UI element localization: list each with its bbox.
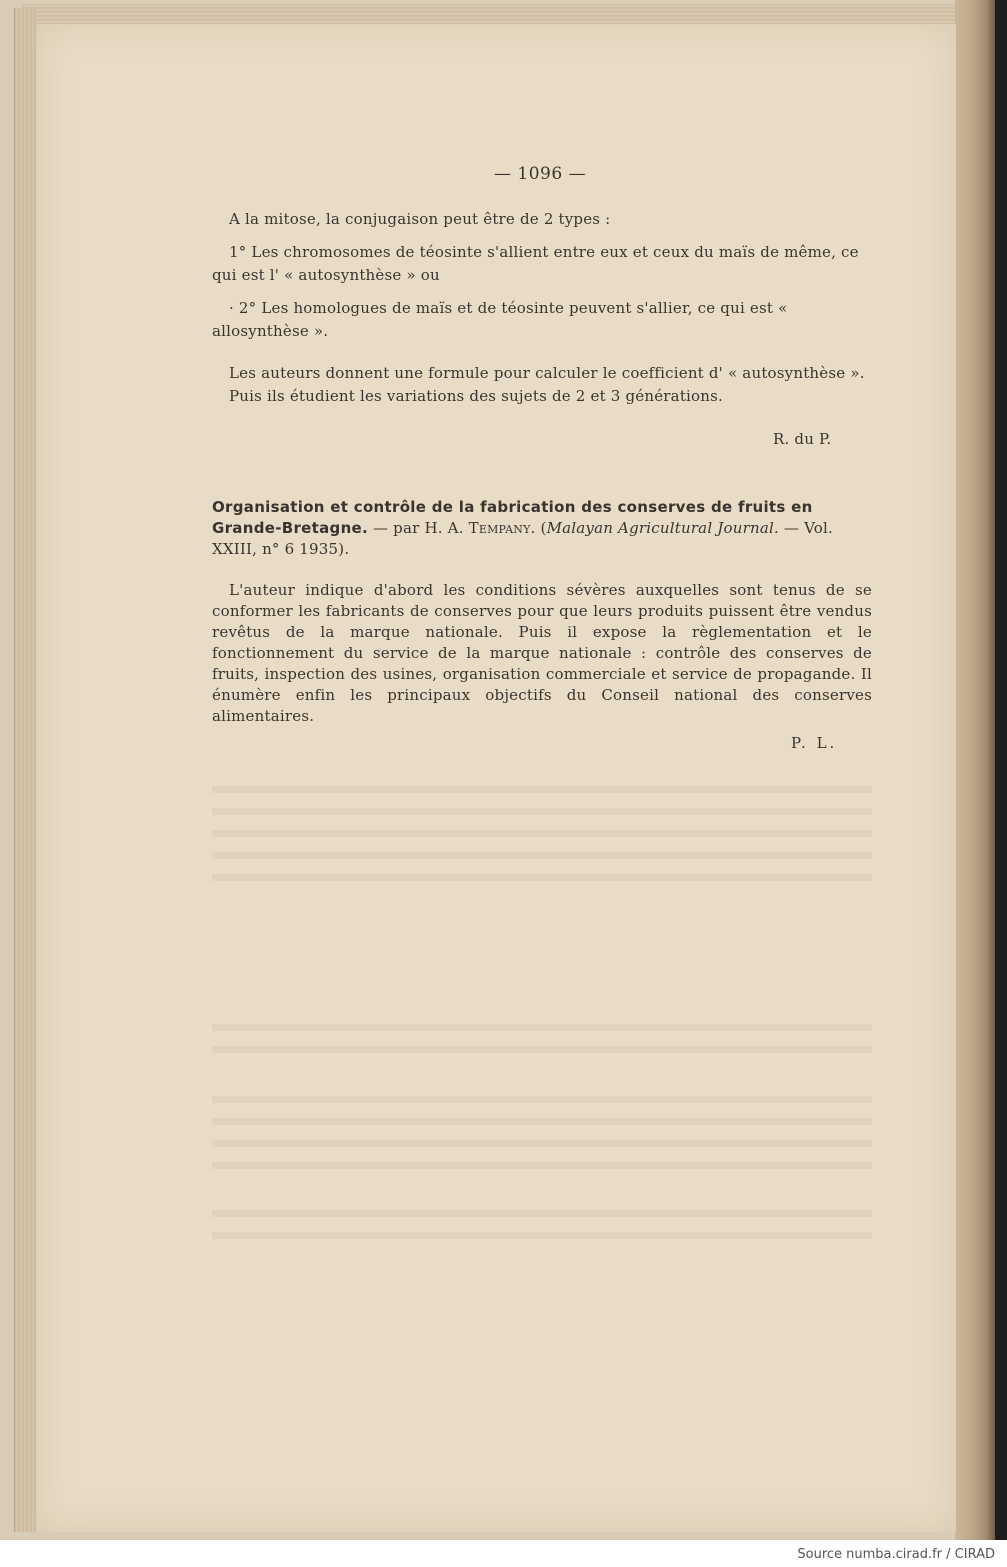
show-through-line bbox=[212, 1162, 872, 1169]
article-heading bbox=[212, 497, 872, 560]
page-stack-left-edge bbox=[14, 8, 37, 1532]
article-journal-open: ( bbox=[535, 519, 547, 537]
article-body: L'auteur indique d'abord les conditions sévères auxquelles sont tenus de se conformer les fabricants de conserves pour que leurs produits puissent être vendus revêtus de la marque nationale. Puis il expose la règlementation et le fonctionnement du service de la marque nationale : contrôle des conserves de fruits, inspection des usines, organisation commerciale et service de propagande. Il énumère enfin les principaux objectifs du Conseil national des conserves alimentaires. bbox=[212, 581, 872, 725]
paragraph-autosynthese: 1° Les chromosomes de téosinte s'allient entre eux et ceux du maïs de même, ce qui est l' « autosynthèse » ou bbox=[212, 243, 859, 284]
show-through-line bbox=[212, 1046, 872, 1053]
paragraph-formule bbox=[229, 362, 889, 408]
show-through-line bbox=[212, 852, 872, 859]
show-through-line bbox=[212, 1210, 872, 1217]
signature-p-l: P. L. bbox=[791, 734, 838, 752]
paragraph-formule-line-1: Les auteurs donnent une formule pour calculer le coefficient d' « autosynthèse ». bbox=[229, 364, 865, 382]
article-journal: Malayan Agricultural Journal. bbox=[546, 519, 779, 537]
source-credit: Source numba.cirad.fr / CIRAD bbox=[797, 1547, 995, 1562]
signature-r-du-p: R. du P. bbox=[773, 430, 832, 448]
show-through-line bbox=[212, 1096, 872, 1103]
article-title: Organisation et contrôle de la fabrication des conserves de fruits en Grande-Bretagne. bbox=[212, 498, 813, 537]
show-through-line bbox=[212, 830, 872, 837]
binding-shadow bbox=[995, 0, 1007, 1540]
show-through-line bbox=[212, 1118, 872, 1125]
show-through-line bbox=[212, 786, 872, 793]
article-author-prefix: — par H. A. bbox=[368, 519, 469, 537]
show-through-line bbox=[212, 1024, 872, 1031]
paragraph-formule-line-2: Puis ils étudient les variations des sujets de 2 et 3 générations. bbox=[229, 387, 724, 405]
show-through-line bbox=[212, 1232, 872, 1239]
page-stack-top-edge bbox=[22, 4, 982, 24]
paragraph-allosynthese: · 2° Les homologues de maïs et de téosinte peuvent s'allier, ce qui est « allosynthèse ». bbox=[212, 299, 788, 340]
page-number: — 1096 — bbox=[494, 164, 587, 184]
article-volume: — Vol. XXIII, n° 6 1935). bbox=[212, 519, 833, 558]
show-through-line bbox=[212, 1140, 872, 1147]
paragraph-mitose: A la mitose, la conjugaison peut être de 2 types : bbox=[229, 210, 611, 228]
show-through-line bbox=[212, 874, 872, 881]
article-author: Tempany. bbox=[468, 519, 536, 537]
show-through-line bbox=[212, 808, 872, 815]
